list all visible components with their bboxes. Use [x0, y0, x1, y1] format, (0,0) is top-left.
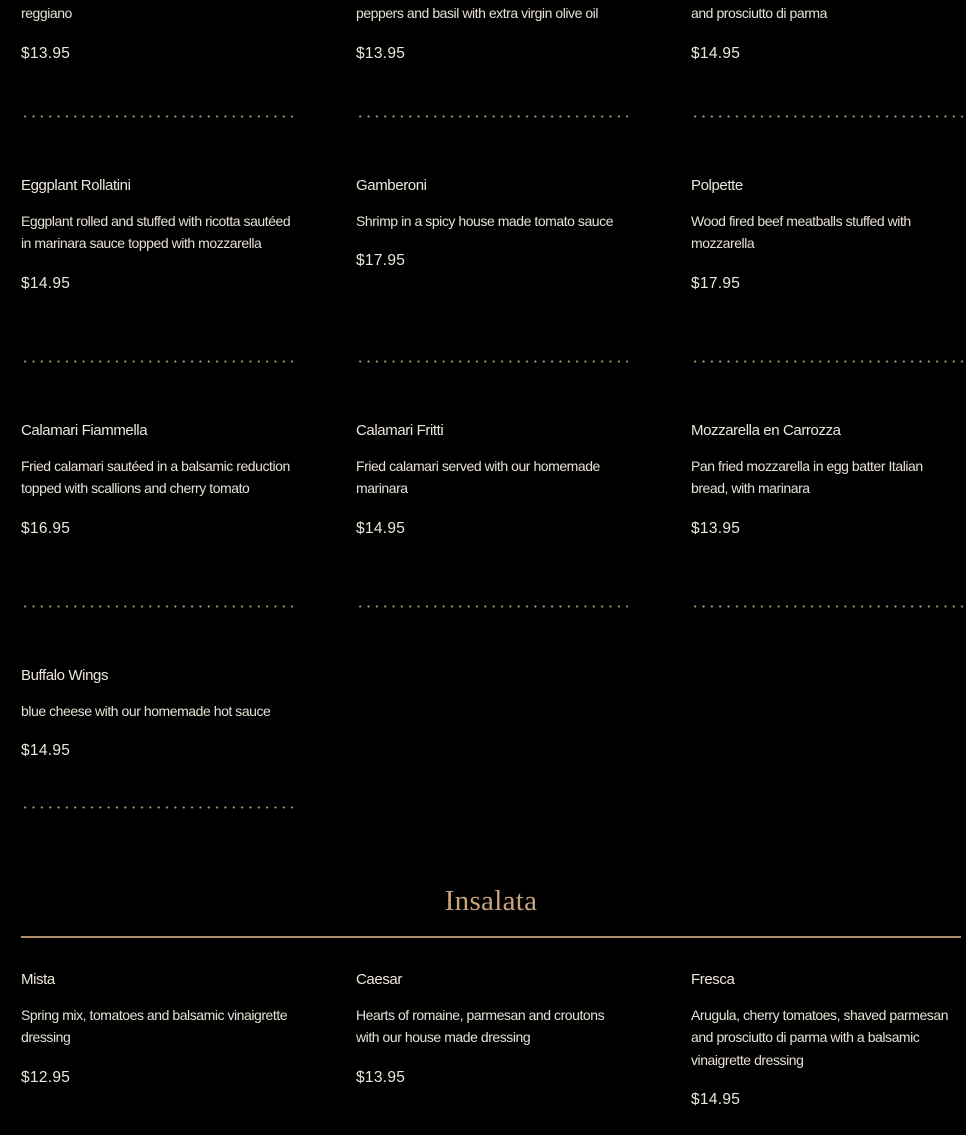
menu-item-price: $13.95	[21, 44, 71, 62]
menu-item-price: $17.95	[356, 252, 406, 270]
menu-item-description: Shrimp in a spicy house made tomato sauce	[356, 213, 614, 229]
menu-item-name: Polpette	[691, 177, 743, 194]
menu-item-name: Mista	[21, 971, 55, 988]
dotted-divider	[356, 605, 628, 608]
menu-item-description: and prosciutto di parma	[691, 5, 827, 22]
menu-item-description: Wood fired beef meatballs stuffed with mozzarella	[691, 213, 911, 252]
menu-item-description: blue cheese with our homemade hot sauce	[21, 703, 271, 719]
menu-item-name: Eggplant Rollatini	[21, 177, 131, 194]
menu-item-buffalo-wings	[21, 666, 293, 761]
dotted-divider	[691, 360, 963, 363]
menu-item-polpette	[691, 176, 963, 294]
menu-item-price: $13.95	[691, 519, 741, 537]
menu-item-name: Gamberoni	[356, 177, 427, 194]
menu-item-description: Pan fried mozzarella in egg batter Italian bread, with marinara	[691, 458, 923, 497]
menu-item-description: peppers and basil with extra virgin olive oil	[356, 5, 598, 22]
menu-item-name: Buffalo Wings	[21, 667, 109, 684]
menu-item-description: Arugula, cherry tomatoes, shaved parmesan and prosciutto di parma with a balsamic vinaigrette dressing	[691, 1007, 949, 1068]
menu-item-price: $14.95	[691, 44, 741, 62]
dotted-divider	[356, 115, 628, 118]
dotted-divider	[691, 115, 963, 118]
menu-item-price: $14.95	[356, 519, 406, 537]
dotted-divider	[21, 806, 293, 809]
menu-item-description: Fried calamari served with our homemade marinara	[356, 458, 600, 497]
menu-item-name: Caesar	[356, 971, 402, 988]
dotted-divider	[21, 115, 293, 118]
section-divider	[21, 936, 961, 938]
menu-item-name: Fresca	[691, 971, 735, 988]
dotted-divider	[21, 360, 293, 363]
menu-item-mozzarella-en-carrozza	[691, 421, 963, 539]
menu-item-eggplant-rollatini	[21, 176, 293, 294]
dotted-divider	[21, 605, 293, 608]
menu-item-name: Calamari Fiammella	[21, 422, 148, 439]
dotted-divider	[691, 605, 963, 608]
menu-item-price: $14.95	[21, 742, 71, 760]
menu-item-caesar	[356, 970, 628, 1088]
menu-item-gamberoni	[356, 176, 628, 271]
menu-item-description: Eggplant rolled and stuffed with ricotta sautéed in marinara sauce topped with mozzarella	[21, 213, 291, 252]
menu-item	[21, 0, 293, 64]
section-title-insalata: Insalata	[444, 885, 538, 917]
menu-item-price: $13.95	[356, 44, 406, 62]
menu-item-fresca	[691, 970, 963, 1110]
menu-item-mista	[21, 970, 293, 1088]
menu-item-description: Fried calamari sautéed in a balsamic reduction topped with scallions and cherry tomato	[21, 458, 290, 497]
menu-item-price: $17.95	[691, 274, 741, 292]
menu-item-price: $14.95	[21, 274, 71, 292]
menu-item-calamari-fritti	[356, 421, 628, 539]
menu-item-calamari-fiammella	[21, 421, 293, 539]
menu-item-description: Spring mix, tomatoes and balsamic vinaigrette dressing	[21, 1007, 288, 1046]
menu-item-price: $14.95	[691, 1091, 741, 1109]
menu-item-description: Hearts of romaine, parmesan and croutons with our house made dressing	[356, 1007, 605, 1046]
menu-item-price: $12.95	[21, 1068, 71, 1086]
menu-item-price: $13.95	[356, 1068, 406, 1086]
menu-item-price: $16.95	[21, 519, 71, 537]
menu-item	[356, 0, 628, 64]
dotted-divider	[356, 360, 628, 363]
menu-item	[691, 0, 963, 64]
menu-item-description: reggiano	[21, 5, 72, 22]
menu-item-name: Calamari Fritti	[356, 422, 444, 439]
menu-item-name: Mozzarella en Carrozza	[691, 422, 841, 439]
